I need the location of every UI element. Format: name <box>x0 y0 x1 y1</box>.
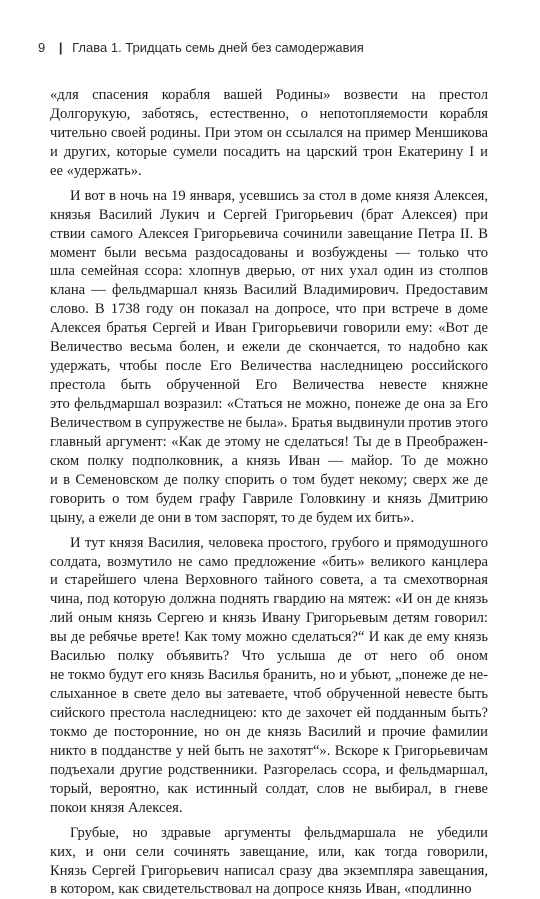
text-line: не токмо будут его князь Василья бранить, но и убьют, „понеже де не- <box>50 667 488 684</box>
text-line: ее «удержать». <box>50 162 142 179</box>
chapter-title: Глава 1. Тридцать семь дней без самодержавия <box>72 40 364 55</box>
text-line: и в Семеновском де полку спорить о том будет некому; сверх же де <box>50 471 488 488</box>
text-line: слыханное в свете дело вы затеваете, чтоб обрученной невесте быть <box>50 686 488 703</box>
text-line: это фельдмаршал возразил: «Статься не можно, понеже де она за Его <box>50 396 488 412</box>
text-line: торый, вероятно, как истинный солдат, слов не выбирал, в гневе <box>50 780 488 797</box>
text-line: престола быть обрученной Его Величества невесте княжне <box>50 377 488 394</box>
text-line: ствии самого Алексея Григорьевича сочинили завещание Петра II. В <box>50 225 488 242</box>
text-line: клана — фельдмаршал князь Василий Владимирович. Предоставим <box>50 282 488 299</box>
header-separator: | <box>58 40 63 55</box>
text-line: цыну, а ежели де они в том заспорят, то де будем их бить». <box>50 509 415 526</box>
text-line: Величество весьма болен, и ежели де скончается, то надобно как <box>50 339 488 356</box>
text-line: ких, и они сели сочинять завещание, или, как тогда говорили, <box>50 843 488 860</box>
text-line: князья Василий Лукич и Сергей Григорьевич (брат Алексея) при <box>50 206 488 223</box>
text-line: солдата, возмутило не само предложение «бить» великого канцлера <box>50 553 488 570</box>
text-line: лий оным князь Сергею и князь Ивану Григорьевым детям говорил: <box>50 610 488 627</box>
text-line: покои князя Алексея. <box>50 799 183 816</box>
text-line: Василью полку объявить? Что услыша де от него об оном <box>50 648 488 665</box>
text-line: момент были весьма раздосадованы и возбуждены — только что <box>50 244 488 261</box>
text-line: никто в подданстве у ней быть не захотят“». Вскоре к Григорьевичам <box>50 742 488 759</box>
text-line: чительно своей родины. При этом он ссылался на пример Меншикова <box>50 124 488 141</box>
paragraph <box>50 187 488 528</box>
text-line: чина, под которую должна поднять гвардию на мятеж: «И он де князь <box>50 591 488 608</box>
text-line: Долгорукую, заботясь, естественно, о непотопляемости корабля <box>50 105 488 122</box>
text-line: шла семейная ссора: хлопнув дверью, от них ухал один из столпов <box>50 263 488 280</box>
paragraph <box>50 86 488 181</box>
text-line: и других, которые сумели посадить на царский трон Екатерину I и <box>50 143 488 160</box>
text-line: вы де ребячье врете! Как тому можно сделаться?“ И как де ему князь <box>50 629 488 646</box>
text-line: Алексея братья Сергей и Иван Григорьевичи говорили ему: «Вот де <box>50 320 488 337</box>
text-line: удержать, чтобы после Его Величества наследницею российского <box>50 358 488 375</box>
page-number: 9 <box>38 40 46 55</box>
paragraph <box>50 824 488 899</box>
text-line: подъехали другие родственники. Разгорелась ссора, и фельдмаршал, <box>50 761 488 778</box>
text-line: Величеством в супружестве не была». Братья выдвинули против этого <box>50 414 488 431</box>
text-line: И тут князя Василия, человека простого, грубого и прямодушного <box>70 534 488 551</box>
text-line: «для спасения корабля вашей Родины» возвести на престол <box>50 87 488 103</box>
text-line: ском полку подполковник, а князь Иван — майор. То де можно <box>50 452 488 469</box>
text-line: в котором, как свидетельствовал на допросе князь Иван, «подлинно <box>50 881 472 898</box>
text-line: И вот в ночь на 19 января, усевшись за стол в доме князя Алексея, <box>70 187 488 204</box>
text-line: говорить о том будем графу Гавриле Головкину и князь Дмитрию <box>50 490 488 507</box>
text-line: слово. В 1738 году он показал на допросе, что при встрече в доме <box>50 301 488 318</box>
paragraph <box>50 534 488 818</box>
text-line: токмо де посторонние, но он де князь Василий и прочие фамилии <box>50 723 488 740</box>
text-line: главный аргумент: «Как де этому не сделаться! Ты де в Преображен- <box>50 433 488 450</box>
text-line: Князь Сергей Григорьевич написал сразу два экземпляра завещания, <box>50 862 488 879</box>
text-line: Грубые, но здравые аргументы фельдмаршала не убедили <box>70 824 488 841</box>
text-line: и старейшего члена Верховного тайного совета, а та смехотворная <box>50 572 488 589</box>
running-header <box>38 40 364 55</box>
text-line: сийского престола наследницею: кто де захочет ей подданным быть? <box>50 705 488 721</box>
page-body-text <box>50 86 488 899</box>
